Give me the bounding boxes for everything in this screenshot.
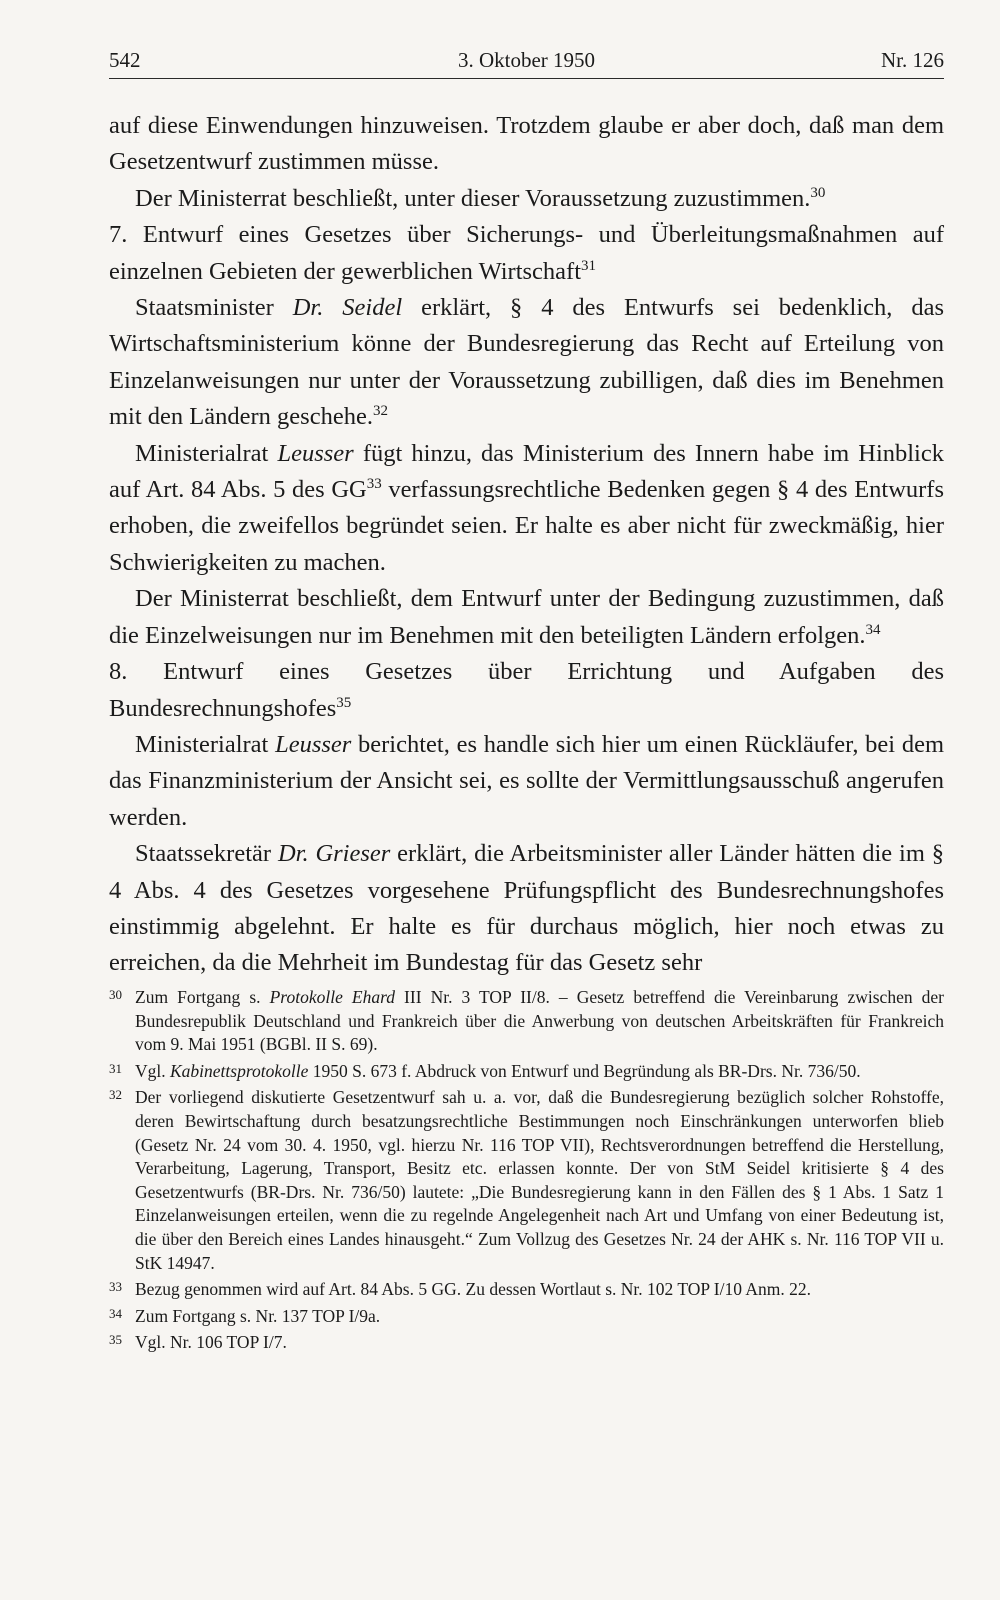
speaker-name: Dr. Seidel — [292, 294, 403, 322]
paragraph-5-lead: Ministerialrat — [135, 439, 278, 467]
paragraph-5 — [109, 436, 944, 582]
footnote-citation: Protokolle Ehard — [269, 987, 395, 1007]
speaker-name: Leusser — [277, 439, 354, 467]
footnote-32 — [109, 1086, 944, 1275]
paragraph-5-text: fügt hinzu, das Ministerium des Innern habe im Hinblick auf Art. 84 Abs. 5 des GG — [109, 439, 944, 504]
footnote-text: Vgl. — [135, 1060, 170, 1081]
agenda-item-7-title: 7. Entwurf eines Gesetzes über Sicherungs- und Überleitungsmaßnahmen auf einzelnen Gebieten der gewerblichen Wirtschaft — [109, 221, 944, 285]
paragraph-4 — [109, 290, 944, 436]
footnote-ref-31[interactable]: 31 — [581, 257, 597, 274]
paragraph-5-text-cont: verfassungsrechtliche Bedenken gegen § 4 des Entwurfs erhoben, die zweifellos begründet seien. Er halte es aber nicht für zweckmäßig, hier Schwierigkeiten zu machen. — [109, 476, 945, 576]
footnote-text: Vgl. Nr. 106 TOP I/7. — [135, 1332, 287, 1353]
footnote-ref-35[interactable]: 35 — [336, 694, 352, 711]
footnote-text: Bezug genommen wird auf Art. 84 Abs. 5 GG. Zu dessen Wortlaut s. Nr. 102 TOP I/10 Anm. 22. — [135, 1279, 812, 1300]
paragraph-8-text: berichtet, es handle sich hier um einen Rückläufer, bei dem das Finanzministerium der Ansicht sei, es sollte der Vermittlungsausschuß angerufen werden. — [109, 730, 944, 831]
footnote-ref-34[interactable]: 34 — [865, 621, 881, 638]
footnote-35 — [109, 1331, 944, 1355]
agenda-item-8-title: 8. Entwurf eines Gesetzes über Errichtung und Aufgaben des Bundesrechnungshofes — [109, 658, 944, 722]
footnote-citation: Kabinettsprotokolle — [170, 1060, 309, 1081]
agenda-item-7 — [109, 217, 944, 290]
speaker-name: Dr. Grieser — [277, 840, 391, 868]
paragraph-9 — [109, 836, 944, 982]
footnote-text: Zum Fortgang s. — [135, 987, 270, 1007]
paragraph-1: auf diese Einwendungen hinzuweisen. Trotzdem glaube er aber doch, daß man dem Gesetzentwurf zustimmen müsse. — [109, 112, 944, 176]
footnote-number: 30 — [109, 987, 122, 1002]
footnote-text: 1950 S. 673 f. Abdruck von Entwurf und Begründung als BR-Drs. Nr. 736/50. — [308, 1060, 861, 1081]
agenda-item-8 — [109, 654, 944, 727]
footnotes — [109, 986, 944, 1358]
footnote-text: III Nr. 3 TOP II/8. – Gesetz betreffend die Vereinbarung zwischen der Bundesrepublik Deutschland und Frankreich über die Anwerbung von deutschen Arbeitskräften für Frankreich vom 9. Mai 1951 (BGBl. II S. 69). — [135, 987, 944, 1055]
paragraph-2 — [109, 181, 944, 217]
footnote-number: 33 — [109, 1279, 122, 1295]
header-date: 3. Oktober 1950 — [457, 48, 596, 72]
paragraph-2-text: Der Ministerrat beschließt, unter dieser Voraussetzung zuzustimmen. — [135, 184, 811, 212]
footnote-33 — [109, 1278, 944, 1302]
paragraph-8-lead: Ministerialrat — [135, 730, 276, 758]
footnote-number: 31 — [109, 1060, 122, 1076]
paragraph-4-lead: Staatsminister — [135, 294, 293, 322]
header-issue-number: Nr. 126 — [881, 48, 944, 72]
footnote-ref-33[interactable]: 33 — [366, 476, 382, 493]
footnote-31 — [109, 1060, 944, 1084]
paragraph-9-lead: Staatssekretär — [135, 840, 278, 868]
footnote-30 — [109, 986, 944, 1057]
footnote-ref-30[interactable]: 30 — [810, 184, 826, 201]
speaker-name: Leusser — [275, 730, 352, 758]
page-number: 542 — [109, 48, 141, 72]
header-rule — [109, 78, 944, 79]
footnote-number: 35 — [109, 1332, 122, 1348]
paragraph-9-text: erklärt, die Arbeitsminister aller Länder hätten die im § 4 Abs. 4 des Gesetzes vorgesehene Prüfungspflicht des Bundesrechnungshofes einstimmig abgelehnt. Er halte es für durchaus möglich, hier noch etwas zu erreichen, da die Mehrheit im Bundestag für das Gesetz sehr — [109, 840, 945, 977]
paragraph-4-text: erklärt, § 4 des Entwurfs sei bedenklich, das Wirtschaftsministerium könne der Bundesregierung das Recht auf Erteilung von Einzelanweisungen nur unter der Voraussetzung zubilligen, daß dies im Benehmen mit den Ländern geschehe. — [109, 294, 944, 431]
paragraph-8 — [109, 727, 944, 836]
paragraph-6-text: Der Ministerrat beschließt, dem Entwurf unter der Bedingung zuzustimmen, daß die Einzelweisungen nur im Benehmen mit den beteiligten Ländern erfolgen. — [109, 585, 944, 649]
footnote-ref-32[interactable]: 32 — [372, 403, 388, 420]
paragraph-6 — [109, 581, 944, 654]
main-text — [109, 108, 944, 982]
running-header — [109, 44, 944, 78]
footnote-number: 34 — [109, 1305, 122, 1321]
footnote-number: 32 — [109, 1087, 122, 1103]
footnote-text: Der vorliegend diskutierte Gesetzentwurf sah u. a. vor, daß die Bundesregierung bezüglich solcher Rohstoffe, deren Bewirtschaftung durch besatzungsrechtliche Bestimmungen noch Einschränkungen unterworfen blieb (Gesetz Nr. 24 vom 30. 4. 1950, vgl. hierzu Nr. 116 TOP VII), Rechtsverordnungen betreffend die Herstellung, Verarbeitung, Lagerung, Transport, Besitz etc. erlassen konnte. Der von StM Seidel kritisierte § 4 des Gesetzentwurfs (BR-Drs. Nr. 736/50) lautete: „Die Bundesregierung kann in den Fällen des § 1 Abs. 1 Satz 1 Einzelanweisungen erteilen, wenn die zu regelnde Angelegenheit nach Art und Umfang von einer Bedeutung ist, die über den Bereich eines Landes hinausgeht.“ Zum Vollzug des Gesetzes Nr. 24 der AHK s. Nr. 116 TOP VII u. StK 14947. — [135, 1087, 944, 1273]
footnote-34 — [109, 1305, 944, 1329]
footnote-text: Zum Fortgang s. Nr. 137 TOP I/9a. — [135, 1305, 381, 1326]
